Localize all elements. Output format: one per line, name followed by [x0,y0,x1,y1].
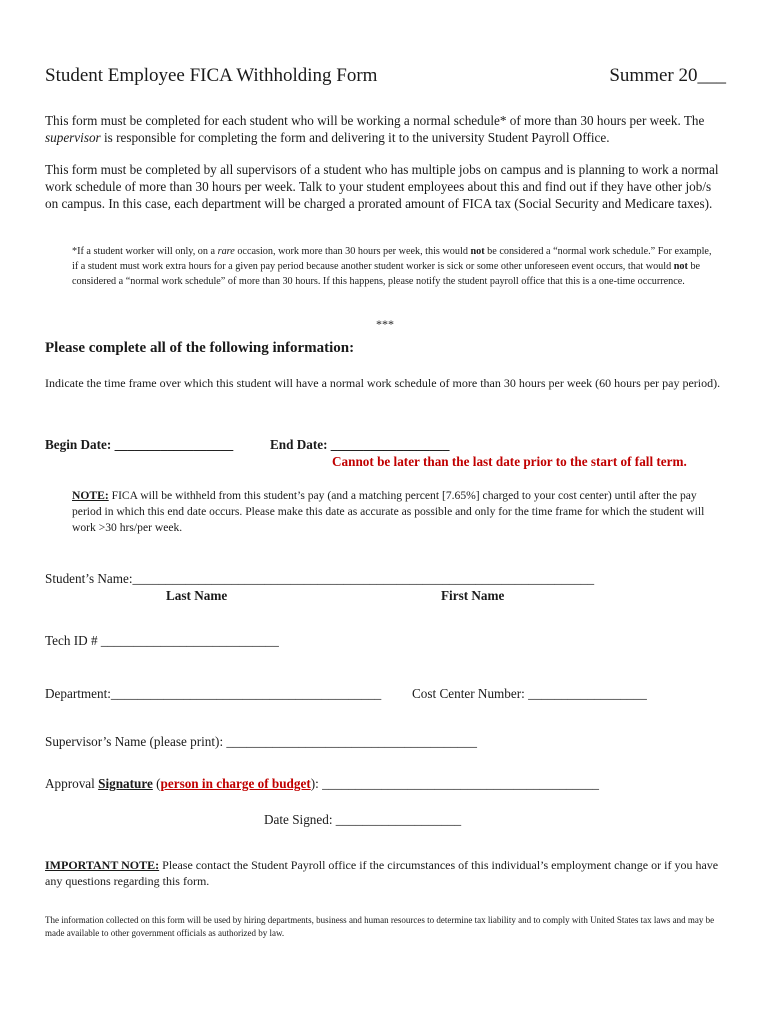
end-date-warning: Cannot be later than the last date prior to the start of fall term. [332,454,687,469]
intro-text: This form must be completed for each student who will be working a normal schedule* of more than 30 hours per week. The [45,113,705,128]
cost-center-field[interactable]: Cost Center Number: __________________ [412,686,647,701]
timeframe-instructions: Indicate the time frame over which this student will have a normal work schedule of more than 30 hours per week (60 hours per pay period). [45,376,721,390]
supervisor-emphasis: supervisor [45,130,101,145]
fica-note [72,488,712,536]
important-note [45,857,725,889]
first-name-label: First Name [441,588,505,603]
student-name-field[interactable]: Student’s Name:______________________________________________________________________ [45,571,595,586]
form-title: Student Employee FICA Withholding Form [45,65,378,86]
footnote [72,244,712,289]
footnote-text: be considered a “normal work schedule.” For example, if a student must work extra hours for a given pay period because another student worker is sick or some other unforeseen event occurs, that would [72,246,712,272]
footnote-text: *If a student worker will only, on a [72,246,218,257]
footnote-text: be considered a “normal work schedule” of more than 30 hours. If this happens, please notify the student payroll office that this is a one-time occurrence. [72,261,701,287]
important-label: IMPORTANT NOTE: [45,858,160,872]
approval-text: Approval [45,776,99,791]
section-divider: *** [376,317,394,331]
signature-label: Signature [98,776,153,791]
approval-text: ( [152,776,161,791]
privacy-footer: The information collected on this form will be used by hiring departments, business and human resources to determine tax liability and to comply with United States tax laws and may be made available to other government officials as authorized by law. [45,915,715,938]
note-text: FICA will be withheld from this student’s pay (and a matching percent [7.65%] charged to your cost center) until after the pay period in which this end date occurs. Please make this date as accurate as possible and only for the time frame for which the student will work >30 hrs/per week. [72,489,705,534]
not-emphasis: not [470,246,485,257]
semester-label: Summer 20___ [609,65,726,86]
supervisor-name-field[interactable]: Supervisor’s Name (please print): ______________________________________ [45,734,477,749]
intro-paragraph-1 [45,112,725,146]
important-text: Please contact the Student Payroll office if the circumstances of this individual’s employment change or if you have any questions regarding this form. [45,858,719,888]
footnote-text: occasion, work more than 30 hours per week, this would [234,246,471,257]
tech-id-field[interactable]: Tech ID # ___________________________ [45,633,279,648]
date-signed-field[interactable]: Date Signed: ___________________ [264,812,462,827]
approval-text: ): __________________________________________ [310,776,600,791]
intro-paragraph-2: This form must be completed by all supervisors of a student who has multiple jobs on campus and is planning to work a normal work schedule of more than 30 hours per week. Talk to your student employees about this and find out if they have other job/s on campus. In this case, each department will be charged a prorated amount of FICA tax (Social Security and Medicare taxes). [45,162,719,211]
last-name-label: Last Name [166,588,228,603]
intro-text: is responsible for completing the form and delivering it to the university Student Payroll Office. [100,130,610,145]
not-emphasis: not [673,261,688,272]
approval-signature-field[interactable] [45,776,599,792]
note-label: NOTE: [72,489,109,502]
rare-emphasis: rare [217,246,235,257]
budget-person-label: person in charge of budget [160,776,311,791]
department-field[interactable]: Department:_________________________________________ [45,686,382,701]
section-heading: Please complete all of the following information: [45,340,355,356]
end-date-field[interactable]: End Date: __________________ [270,437,450,452]
begin-date-field[interactable]: Begin Date: __________________ [45,437,234,452]
